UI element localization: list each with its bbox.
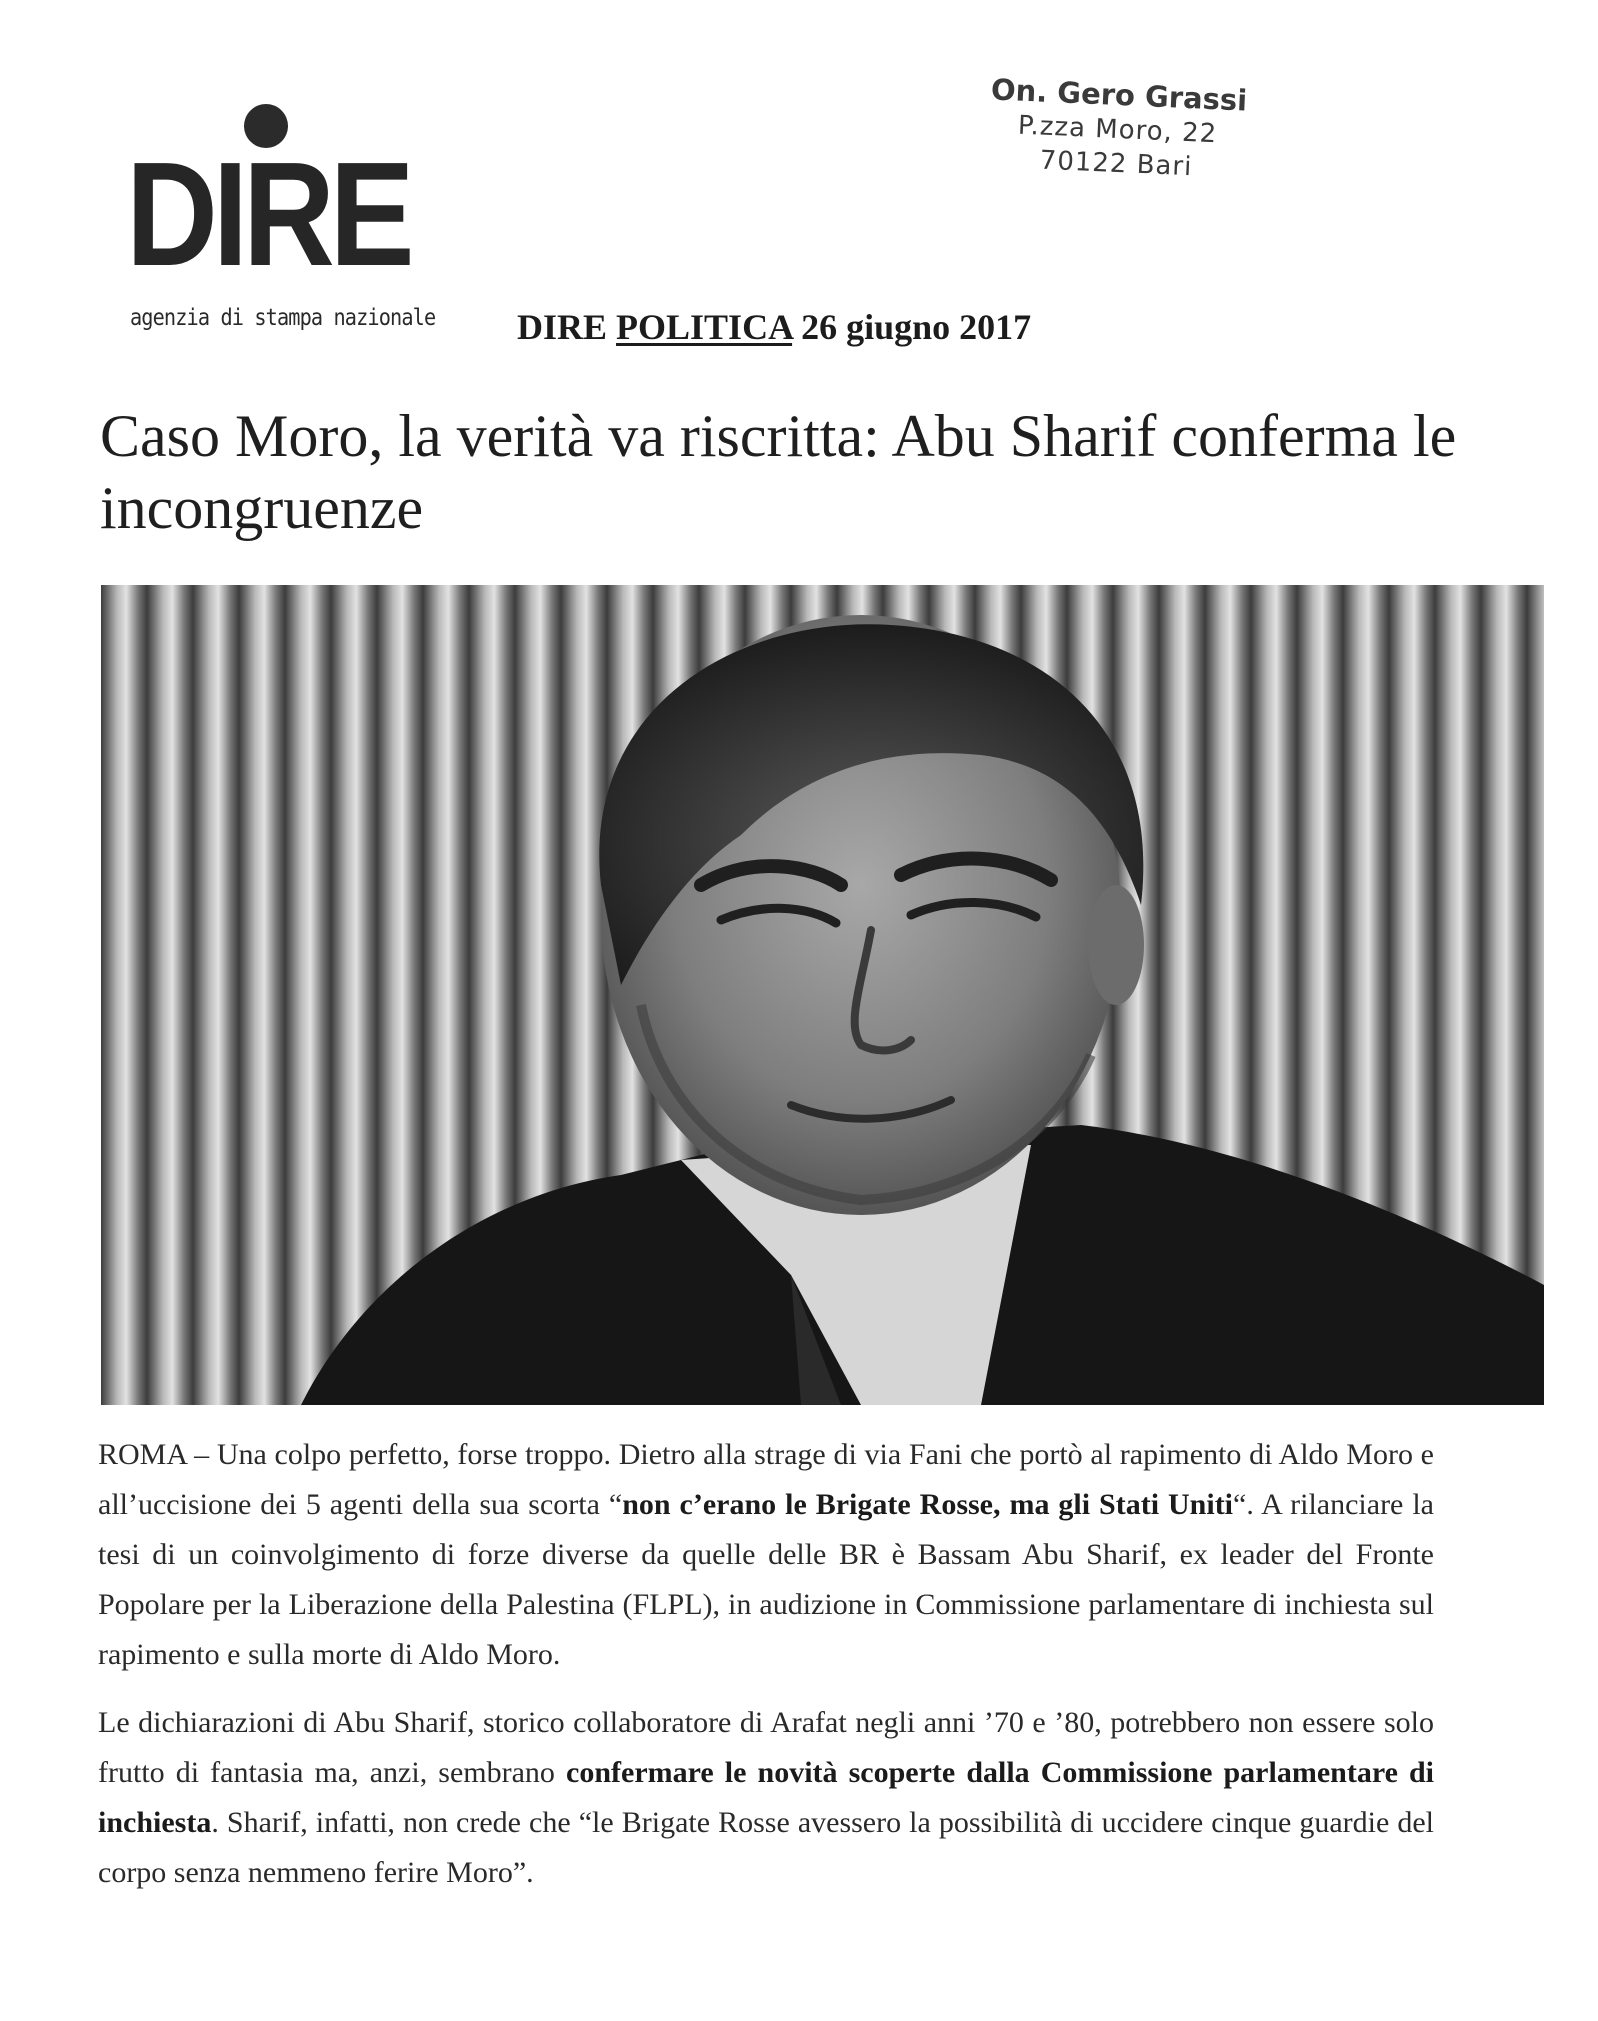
paragraph-1 (98, 1430, 1434, 1680)
source-agency: DIRE (517, 307, 608, 347)
stamp-name: On. Gero Grassi (990, 72, 1248, 118)
paragraph-2-text-a: Le dichiarazioni di Abu Sharif, storico collaboratore di Arafat negli anni ’70 e ’80, potrebbero non essere solo frutto di fantasia ma, anzi, sembrano (98, 1706, 1434, 1789)
paragraph-2-text-b: . Sharif, infatti, non crede che “le Brigate Rosse avessero la possibilità di uccidere cinque guardie del corpo senza nemmeno ferire Moro”. (98, 1806, 1434, 1889)
article-body (98, 1430, 1434, 1916)
source-section: POLITICA (616, 307, 793, 347)
stamp-address: P.zza Moro, 22 (1017, 110, 1218, 150)
address-stamp (955, 70, 1279, 188)
stamp-city: 70122 Bari (1039, 145, 1193, 183)
source-line (517, 305, 1031, 349)
dire-logo (126, 100, 496, 340)
paragraph-1-bold: non c’erano le Brigate Rosse, ma gli Stati Uniti (622, 1488, 1234, 1521)
paragraph-2 (98, 1698, 1434, 1898)
article-headline: Caso Moro, la verità va riscritta: Abu Sharif conferma le incongruenze (100, 403, 1457, 541)
paragraph-1-text-a: ROMA – Una colpo perfetto, forse troppo. Dietro alla strage di via Fani che portò al rapimento di Aldo Moro e all’uccisione dei 5 agenti della sua scorta “ (98, 1438, 1434, 1521)
article-photo (101, 585, 1544, 1405)
logo-wordmark: DIRE (126, 132, 410, 297)
paragraph-2-bold: confermare le novità scoperte dalla Commissione parlamentare di inchiesta (98, 1756, 1435, 1839)
logo-tagline: agenzia di stampa nazionale (130, 305, 436, 331)
source-date: 26 giugno 2017 (801, 307, 1032, 347)
paragraph-1-text-b: “. A rilanciare la tesi di un coinvolgimento di forze diverse da quelle delle BR è Bassam Abu Sharif, ex leader del Fronte Popolare per la Liberazione della Palestina (FLPL), in audizione in Commissione parlamentare di inchiesta sul rapimento e sulla morte di Aldo Moro. (98, 1488, 1434, 1671)
